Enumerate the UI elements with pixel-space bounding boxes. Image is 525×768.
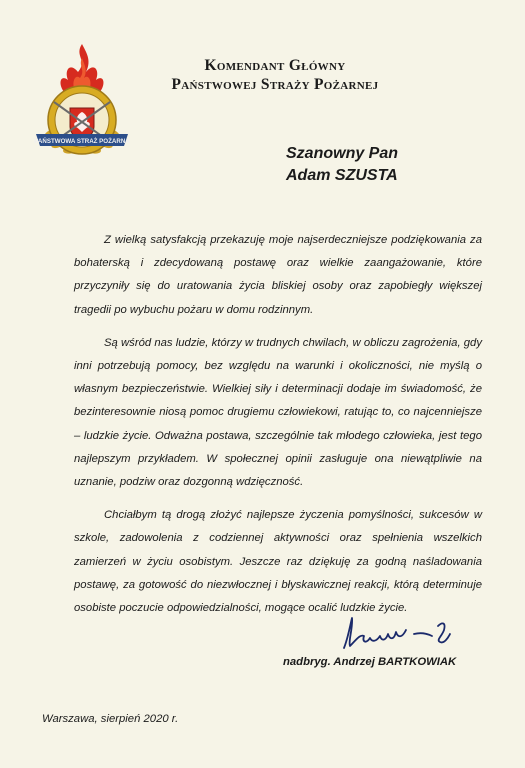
emblem-ribbon-text: PAŃSTWOWA STRAŻ POŻARNA — [34, 138, 130, 145]
header-title-line1: Komendant Główny — [204, 57, 346, 74]
letter-body — [74, 229, 482, 630]
body-paragraph-3: Chciałbym tą drogą złożyć najlepsze życzenia pomyślności, sukcesów w szkole, zadowolenia z codziennej aktywności oraz spełnienia wszelkich zamierzeń w życiu osobistym. Jeszcze raz dziękuję za godną naśladowania postawę, za gotowość do niezwłocznej i błyskawicznej reakcji, którą determinuje osobiste poczucie odpowiedzialności, mogące ocalić ludzkie życie. — [74, 509, 482, 615]
header-title-line2: Państwowej Straży Pożarnej — [171, 76, 379, 93]
letter-header — [150, 56, 400, 94]
flame-icon — [61, 44, 104, 92]
place-and-date: Warszawa, sierpień 2020 r. — [42, 713, 179, 725]
recipient-salutation: Szanowny Pan — [286, 145, 399, 162]
fire-service-emblem — [30, 42, 134, 162]
signer-name: nadbryg. Andrzej BARTKOWIAK — [283, 656, 457, 668]
body-paragraph-2: Są wśród nas ludzie, którzy w trudnych chwilach, w obliczu zagrożenia, gdy inni potrzebują pomocy, bez względu na warunki i okoliczności, nie myślą o własnym bezpieczeństwie. Wielkiej siły i determinacji dodaje im świadomość, że bezinteresownie niosą pomoc drugiemu człowiekowi, ratując to, co najcenniejsze – ludzkie życie. Odważna postawa, szczególnie tak młodego człowieka, jest tego najlepszym przykładem. W społecznej opinii zasługuje ona niewątpliwie na uznanie, podziw oraz dozgonną wdzięczność. — [74, 336, 482, 489]
body-paragraph-1: Z wielką satysfakcją przekazuję moje najserdeczniejsze podziękowania za bohaterską i zdecydowaną postawę oraz wielkie zaangażowanie, które przyczyniły się do uratowania życia bliskiej osoby oraz zapobiegły większej tragedii po wybuchu pożaru w domu rodzinnym. — [74, 234, 482, 316]
recipient-block — [286, 143, 398, 187]
handwritten-signature — [336, 612, 466, 652]
recipient-name: Adam SZUSTA — [286, 167, 398, 184]
